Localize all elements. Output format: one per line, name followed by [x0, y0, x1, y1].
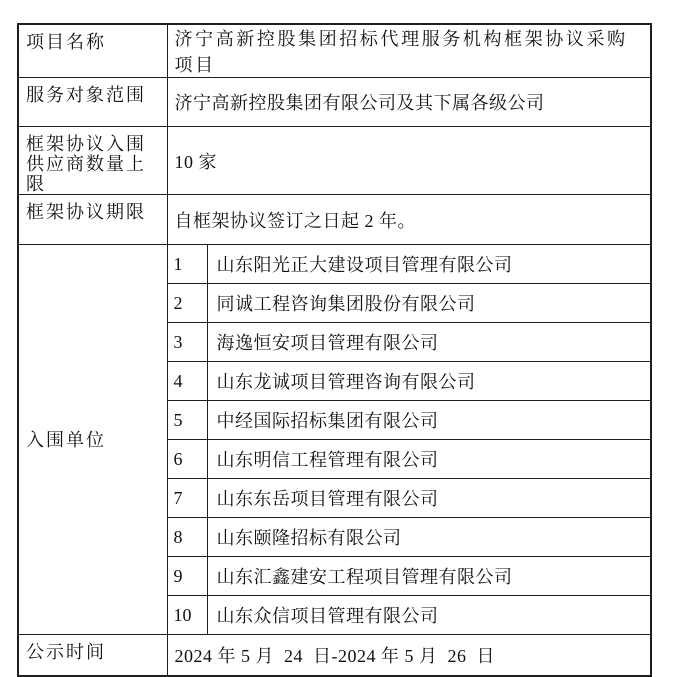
- shortlist-index: 6: [167, 440, 207, 479]
- shortlist-company: 同诚工程咨询集团股份有限公司: [207, 284, 651, 323]
- table-row-publicity-period: [18, 635, 651, 676]
- table-row-project-name: [18, 24, 651, 78]
- publicity-period-label: 公示时间: [18, 635, 167, 676]
- shortlist-index: 5: [167, 401, 207, 440]
- shortlist-index: 10: [167, 596, 207, 635]
- shortlist-index: 7: [167, 479, 207, 518]
- supplier-limit-value: 10 家: [167, 127, 651, 195]
- service-scope-value: 济宁高新控股集团有限公司及其下属各级公司: [167, 78, 651, 127]
- service-scope-label: 服务对象范围: [18, 78, 167, 127]
- shortlist-company: 山东东岳项目管理有限公司: [207, 479, 651, 518]
- agreement-term-value: 自框架协议签订之日起 2 年。: [167, 195, 651, 245]
- shortlist-company: 中经国际招标集团有限公司: [207, 401, 651, 440]
- procurement-info-table: [17, 23, 652, 677]
- supplier-limit-label: 框架协议入围供应商数量上限: [18, 127, 167, 195]
- shortlist-company: 山东阳光正大建设项目管理有限公司: [207, 245, 651, 284]
- agreement-term-label: 框架协议期限: [18, 195, 167, 245]
- publicity-period-value: 2024 年 5 月 24 日-2024 年 5 月 26 日: [167, 635, 651, 676]
- shortlist-index: 8: [167, 518, 207, 557]
- shortlist-company: 山东汇鑫建安工程项目管理有限公司: [207, 557, 651, 596]
- shortlist-row: [18, 245, 651, 284]
- shortlist-company: 山东颐隆招标有限公司: [207, 518, 651, 557]
- shortlist-company: 山东明信工程管理有限公司: [207, 440, 651, 479]
- shortlist-index: 9: [167, 557, 207, 596]
- project-name-label: 项目名称: [18, 24, 167, 78]
- shortlist-company: 山东龙诚项目管理咨询有限公司: [207, 362, 651, 401]
- shortlist-index: 3: [167, 323, 207, 362]
- shortlist-index: 2: [167, 284, 207, 323]
- table-row-supplier-limit: [18, 127, 651, 195]
- shortlist-index: 1: [167, 245, 207, 284]
- shortlist-index: 4: [167, 362, 207, 401]
- table-row-service-scope: [18, 78, 651, 127]
- project-name-value: 济宁高新控股集团招标代理服务机构框架协议采购项目: [167, 24, 651, 78]
- shortlist-label: 入围单位: [18, 245, 167, 635]
- table-row-agreement-term: [18, 195, 651, 245]
- shortlist-company: 海逸恒安项目管理有限公司: [207, 323, 651, 362]
- shortlist-company: 山东众信项目管理有限公司: [207, 596, 651, 635]
